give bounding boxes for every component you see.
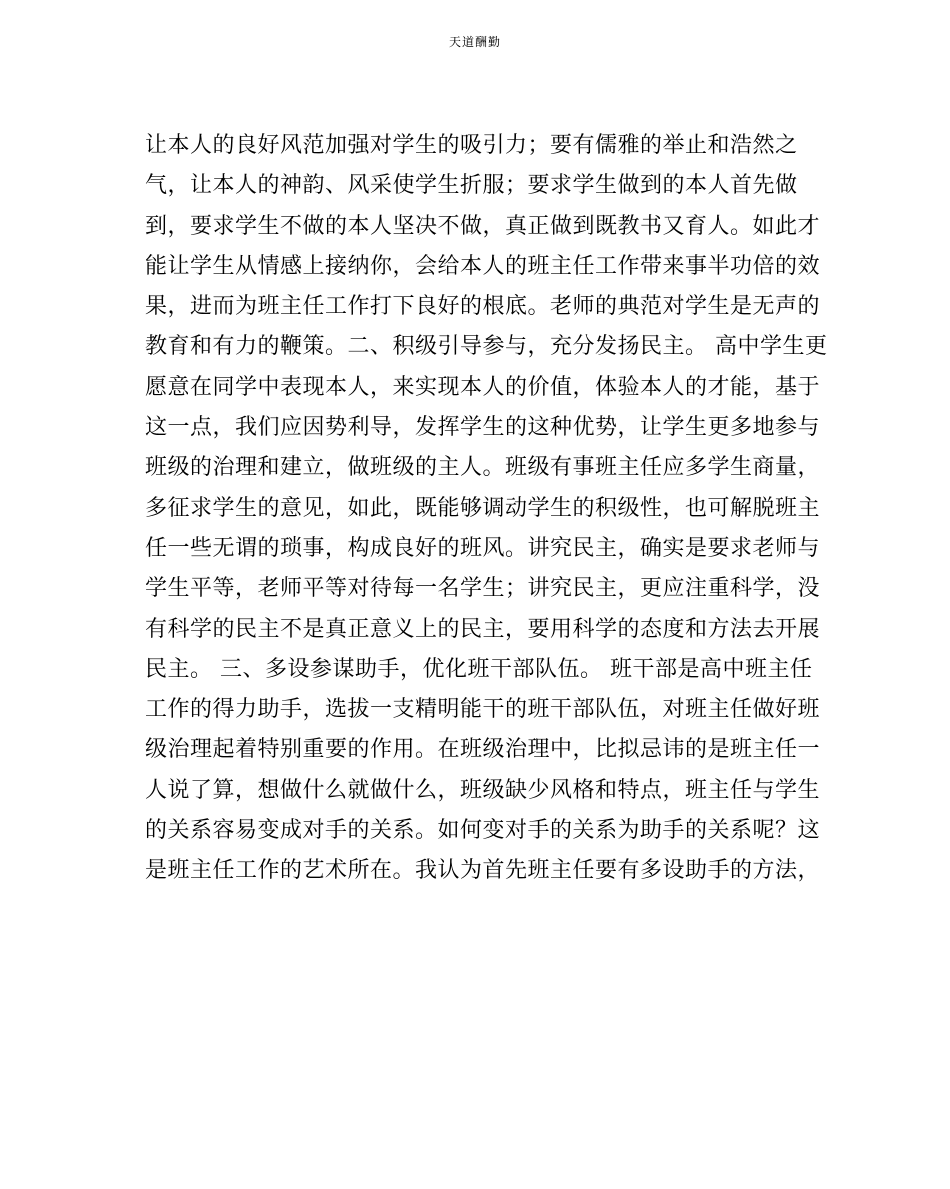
text-line: 能让学生从情感上接纳你，会给本人的班主任工作带来事半功倍的效 (145, 253, 821, 279)
body-text (145, 126, 828, 892)
text-line: 学生平等，老师平等对待每一名学生；讲究民主，更应注重科学，没 (145, 576, 821, 602)
text-line: 任一些无谓的琐事，构成良好的班风。讲究民主，确实是要求老师与 (145, 535, 821, 561)
text-line: 民主。 三、多设参谋助手，优化班干部队伍。 班干部是高中班主任 (145, 656, 813, 682)
text-line: 气，让本人的神韵、风采使学生折服；要求学生做到的本人首先做 (145, 173, 798, 199)
text-line: 工作的得力助手，选拔一支精明能干的班干部队伍，对班主任做好班 (145, 697, 821, 723)
text-line: 教育和有力的鞭策。二、积级引导参与，充分发扬民主。 高中学生更 (145, 334, 828, 360)
text-line: 的关系容易变成对手的关系。如何变对手的关系为助手的关系呢？这 (145, 818, 821, 844)
page-header: 天道酬勤 (448, 35, 501, 49)
text-line: 多征求学生的意见，如此，既能够调动学生的积级性，也可解脱班主 (145, 495, 821, 521)
text-line: 愿意在同学中表现本人，来实现本人的价值，体验本人的才能，基于 (145, 374, 821, 400)
text-line: 有科学的民主不是真正意义上的民主，要用科学的态度和方法去开展 (145, 616, 821, 642)
text-line: 果，进而为班主任工作打下良好的根底。老师的典范对学生是无声的 (145, 294, 821, 320)
text-line: 人说了算，想做什么就做什么，班级缺少风格和特点，班主任与学生 (145, 777, 821, 803)
text-line: 级治理起着特别重要的作用。在班级治理中，比拟忌讳的是班主任一 (145, 737, 821, 763)
text-line: 这一点，我们应因势利导，发挥学生的这种优势，让学生更多地参与 (145, 415, 821, 441)
text-line: 让本人的良好风范加强对学生的吸引力；要有儒雅的举止和浩然之 (145, 133, 798, 158)
text-line: 到，要求学生不做的本人坚决不做，真正做到既教书又育人。如此才 (145, 213, 821, 239)
text-line: 是班主任工作的艺术所在。我认为首先班主任要有多设助手的方法， (145, 858, 821, 884)
text-line: 班级的治理和建立，做班级的主人。班级有事班主任应多学生商量， (145, 455, 821, 481)
